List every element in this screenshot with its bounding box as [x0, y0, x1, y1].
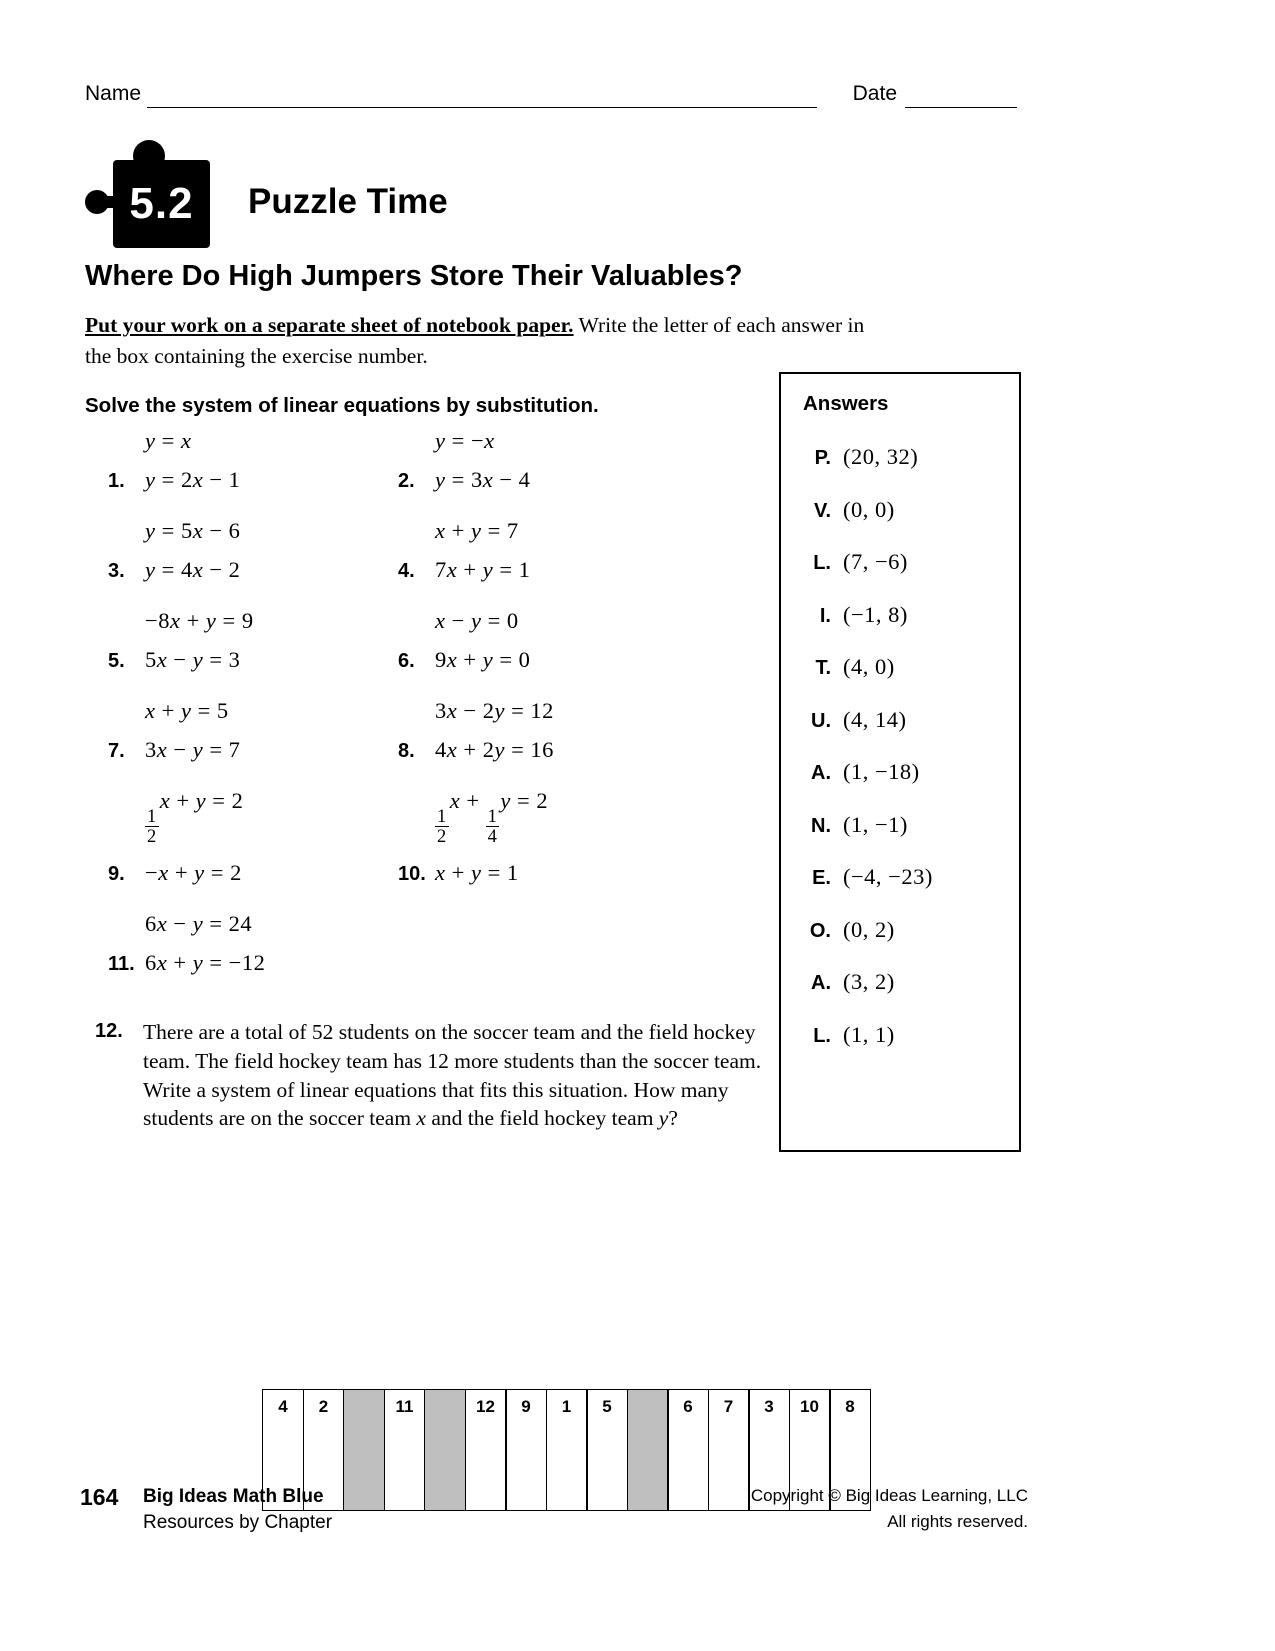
- problems-grid: [85, 428, 745, 976]
- problem-10-equation-1: $\frac{1}{2}$ x + $\frac{1}{4}$ y = 2: [437, 788, 549, 847]
- answer-item-I: [803, 602, 1019, 628]
- answer-grid-cell-number: 9: [521, 1397, 531, 1416]
- answer-letter: E.: [812, 867, 831, 889]
- problem-8-equation-2: 4x + 2y = 16: [435, 737, 554, 762]
- problem-8-equation-1: 3x − 2y = 12: [435, 698, 554, 723]
- problem-2-equation-2: y = 3x − 4: [435, 467, 531, 492]
- answer-value: (−4, −23): [843, 864, 933, 889]
- problem-9: [85, 788, 375, 886]
- answer-item-V: [803, 497, 1019, 523]
- answer-letter: V.: [813, 499, 831, 522]
- problem-6-equation-2: 9x + y = 0: [435, 647, 531, 672]
- footer-book-title: Big Ideas Math Blue: [143, 1486, 324, 1507]
- answer-value: (1, −18): [843, 759, 920, 784]
- answer-item-P: [803, 444, 1019, 470]
- problem-3: [85, 518, 375, 583]
- answer-value: (7, −6): [843, 549, 908, 574]
- section-number: 5.2: [129, 179, 194, 228]
- answer-grid-cell: [303, 1389, 345, 1511]
- answer-grid-cell-number: 5: [602, 1397, 612, 1416]
- problem-6-number: 6.: [398, 650, 415, 672]
- answer-value: (4, 0): [843, 654, 895, 679]
- answer-letter: A.: [811, 972, 831, 994]
- answers-header: Answers: [803, 392, 889, 415]
- answer-value: (4, 14): [843, 706, 907, 732]
- problem-11-equation-1: 6x − y = 24: [145, 910, 253, 936]
- answer-grid-cell-number: 8: [845, 1397, 855, 1416]
- instructions-regular-text: Write the letter of each answer in the box containing the exercise number.: [85, 313, 865, 368]
- problem-11-number: 11.: [108, 952, 135, 975]
- answer-value: (20, 32): [843, 444, 919, 469]
- answer-grid-cell-number: 2: [318, 1397, 329, 1416]
- problem-4-equation-2: 7x + y = 1: [435, 557, 531, 582]
- answer-item-L: [803, 549, 1019, 575]
- answer-grid-cell: [343, 1389, 385, 1511]
- answer-grid-cell-number: 12: [476, 1397, 495, 1416]
- answer-grid-cell-number: 10: [800, 1397, 819, 1416]
- date-label: Date: [852, 82, 897, 105]
- name-date-line: [85, 82, 1017, 108]
- problem-10: [375, 788, 745, 886]
- worksheet-title: Puzzle Time: [248, 182, 448, 221]
- answer-grid-cell-number: 6: [683, 1397, 693, 1416]
- answer-letter: N.: [811, 814, 831, 837]
- answer-item-O: [803, 917, 1019, 943]
- answer-letter: O.: [809, 919, 831, 942]
- puzzle-question-heading: Where Do High Jumpers Store Their Valuables?: [85, 260, 743, 292]
- answer-letter-grid: [262, 1389, 871, 1511]
- puzzle-piece-badge: [85, 138, 235, 253]
- instructions-bold-text: Put your work on a separate sheet of notebook paper.: [85, 313, 574, 337]
- answer-grid-cell: [789, 1389, 831, 1511]
- answer-value: (1, −1): [843, 811, 908, 837]
- problem-2-equation-1: y = −x: [435, 428, 495, 453]
- answer-grid-cell: [546, 1389, 588, 1511]
- answer-grid-cell-number: 3: [764, 1397, 774, 1416]
- answer-grid-cell: [505, 1389, 547, 1511]
- answer-grid-cell-number: 11: [395, 1397, 414, 1416]
- problem-1-equation-1: y = x: [145, 428, 192, 453]
- answer-grid-cell: [829, 1389, 871, 1511]
- answer-item-A1: [803, 759, 1019, 785]
- problem-8-number: 8.: [398, 740, 415, 762]
- problem-12-number: 12.: [95, 1020, 123, 1042]
- answer-item-N: [803, 812, 1019, 838]
- answer-item-T: [803, 654, 1019, 680]
- answer-grid-cell: [384, 1389, 426, 1511]
- problem-5-number: 5.: [108, 650, 125, 672]
- problem-2: [375, 428, 745, 493]
- answer-letter: T.: [815, 657, 831, 679]
- problem-10-number: 10.: [398, 862, 426, 885]
- problem-5-equation-2: 5x − y = 3: [145, 647, 241, 672]
- answer-letter: I.: [819, 604, 831, 627]
- answer-item-U: [803, 707, 1019, 733]
- directions-line: Solve the system of linear equations by substitution.: [85, 394, 599, 417]
- problem-5: [85, 608, 375, 673]
- answer-grid-cell: [262, 1389, 304, 1511]
- name-label: Name: [85, 82, 142, 105]
- problem-11: [85, 911, 375, 976]
- problem-8: [375, 698, 745, 763]
- problem-6: [375, 608, 745, 673]
- footer-series-title: Resources by Chapter: [143, 1512, 333, 1533]
- problem-1: [85, 428, 375, 493]
- instructions-paragraph: [85, 310, 865, 371]
- answer-grid-cell: [586, 1389, 628, 1511]
- problem-12: [95, 1018, 775, 1133]
- answer-item-E: [803, 864, 1019, 890]
- problem-9-equation-2: −x + y = 2: [145, 859, 242, 885]
- problem-7-number: 7.: [108, 740, 125, 762]
- problem-3-equation-1: y = 5x − 6: [145, 518, 241, 543]
- date-blank-line: [905, 84, 1017, 108]
- problem-3-equation-2: y = 4x − 2: [145, 557, 241, 582]
- name-blank-line: [147, 84, 817, 108]
- problem-4-number: 4.: [398, 560, 415, 582]
- answer-value: (0, 0): [843, 496, 895, 522]
- page-number: 164: [80, 1484, 119, 1510]
- answer-grid-cell: [748, 1389, 790, 1511]
- answer-letter: L.: [813, 1024, 831, 1047]
- footer-rights: All rights reserved.: [887, 1512, 1028, 1531]
- answer-grid-cell: [708, 1389, 750, 1511]
- problem-4: [375, 518, 745, 583]
- problem-7-equation-1: x + y = 5: [145, 698, 229, 723]
- answer-grid-cell: [424, 1389, 466, 1511]
- problem-3-number: 3.: [108, 560, 125, 582]
- footer-copyright: Copyright © Big Ideas Learning, LLC: [750, 1486, 1028, 1505]
- answer-letter: P.: [814, 447, 831, 469]
- problem-10-equation-2: x + y = 1: [435, 859, 519, 885]
- problem-9-number: 9.: [108, 862, 125, 885]
- answer-value: (3, 2): [843, 969, 895, 994]
- answer-grid-cell-number: 7: [723, 1397, 734, 1416]
- problem-7: [85, 698, 375, 763]
- answer-value: (0, 2): [843, 916, 895, 942]
- problem-4-equation-1: x + y = 7: [435, 518, 519, 543]
- answer-letter: L.: [813, 552, 831, 574]
- answer-item-A2: [803, 969, 1019, 995]
- problem-11-equation-2: 6x + y = −12: [145, 949, 266, 975]
- problem-1-number: 1.: [108, 470, 125, 492]
- problem-6-equation-1: x − y = 0: [435, 608, 519, 633]
- answer-value: (1, 1): [843, 1021, 895, 1047]
- problem-5-equation-1: −8x + y = 9: [145, 608, 254, 633]
- problem-7-equation-2: 3x − y = 7: [145, 737, 241, 762]
- answer-letter: U.: [811, 709, 831, 732]
- answer-letter: A.: [811, 762, 831, 784]
- puzzle-piece-icon: [113, 160, 210, 248]
- answer-grid-cell: [627, 1389, 669, 1511]
- problem-1-equation-2: y = 2x − 1: [145, 467, 241, 492]
- answer-value: (−1, 8): [843, 601, 908, 627]
- answer-item-L2: [803, 1022, 1019, 1048]
- answer-grid-cell-number: 1: [561, 1397, 572, 1416]
- answers-box: [779, 372, 1021, 1152]
- problem-2-number: 2.: [398, 470, 415, 492]
- problem-12-text: There are a total of 52 students on the soccer team and the field hockey team. The field hockey team has 12 more students than the soccer team. Write a system of linear equations that fits this situation. How many students are on the soccer team x and the field hockey team y?: [143, 1020, 762, 1131]
- answer-grid-cell: [465, 1389, 507, 1511]
- answer-grid-cell-number: 4: [278, 1397, 288, 1416]
- problem-9-equation-1: $\frac{1}{2}$ x + y = 2: [147, 788, 244, 847]
- answer-grid-cell: [667, 1389, 709, 1511]
